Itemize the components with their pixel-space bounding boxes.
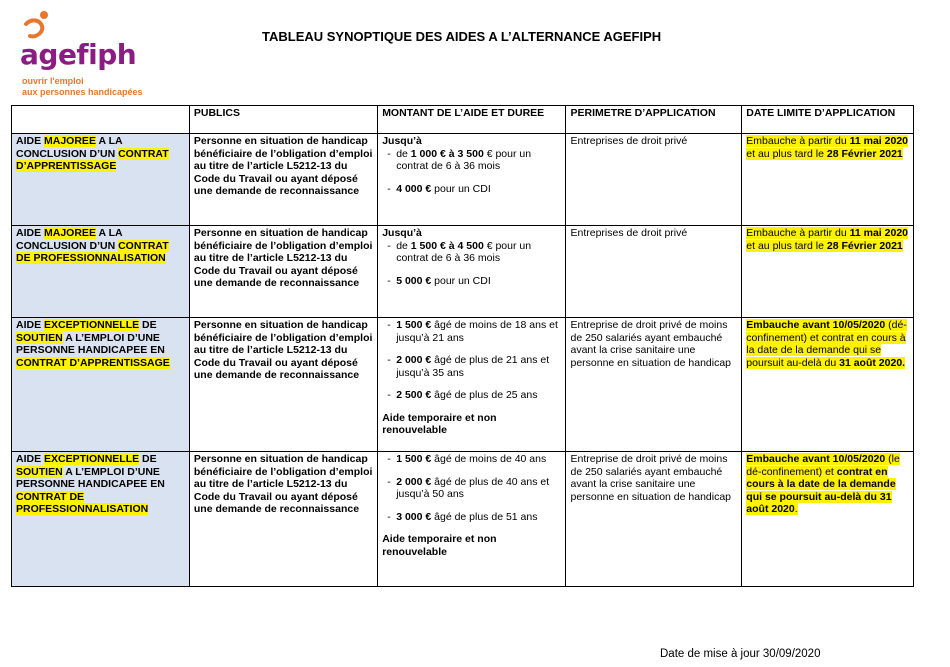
amount-item [396, 354, 561, 379]
deadline-text: et au plus tard le [746, 147, 827, 160]
deadline-highlight: 31 août 2020. [839, 356, 906, 369]
document-title: TABLEAU SYNOPTIQUE DES AIDES A L’ALTERNANCE AGEFIPH [262, 29, 662, 44]
aid-name-cell [12, 134, 190, 226]
amount-list [382, 148, 561, 196]
header-perimetre: PERIMETRE D’APPLICATION [566, 106, 742, 134]
amount-value: 4 000 € [396, 182, 435, 195]
amount-value: 1 500 € à 4 500 [410, 239, 487, 252]
amount-item [396, 476, 561, 501]
amount-value: 1 000 € à 3 500 [410, 147, 487, 160]
table-row [12, 226, 914, 318]
text-run: AIDE [16, 227, 45, 239]
update-date: Date de mise à jour 30/09/2020 [660, 648, 821, 660]
highlighted-text: MAJOREE [44, 135, 96, 147]
amount-detail: âgé de plus de 51 ans [434, 510, 538, 523]
amount-cell [378, 318, 566, 452]
deadline-highlight: contrat en cours à la date de la demande qui se poursuit au-delà du [746, 465, 896, 503]
table-row [12, 134, 914, 226]
logo-wordmark: agefiph [20, 38, 137, 71]
highlighted-text: SOUTIEN [16, 465, 63, 478]
text-run: A L’EMPLOI D’UNE PERSONNE HANDICAPEE EN [16, 331, 165, 356]
scope-cell: Entreprises de droit privé [566, 226, 742, 318]
public-cell: Personne en situation de handicap bénéficiaire de l’obligation d’emploi au titre de l’article L5212-13 du Code du Travail ou ayant déposé une demande de reconnaissance [189, 452, 377, 587]
amount-cell [378, 134, 566, 226]
deadline-text: . [794, 503, 798, 515]
deadline-highlight: 11 mai 2020 [849, 135, 908, 147]
amount-item [396, 275, 561, 288]
amount-item [396, 453, 561, 466]
highlighted-text: MAJOREE [44, 227, 96, 239]
header-montant: MONTANT DE L’AIDE ET DUREE [378, 106, 566, 134]
aid-name-cell [12, 226, 190, 318]
amount-detail: âgé de plus de 40 ans et jusqu’à 50 ans [396, 475, 550, 500]
amount-detail: de [396, 239, 411, 252]
amount-item [396, 240, 561, 265]
text-run: DE [139, 453, 157, 465]
highlighted-text: CONTRAT D’APPRENTISSAGE [16, 147, 169, 172]
amount-detail: € pour un contrat de 6 à 36 mois [396, 147, 532, 172]
text-run: AIDE [16, 135, 45, 147]
amount-detail: âgé de plus de 21 ans et jusqu’à 35 ans [396, 354, 550, 379]
amount-detail: âgé de moins de 40 ans [434, 453, 547, 465]
text-run: A LA CONCLUSION D’UN [16, 227, 123, 252]
scope-cell: Entreprise de droit privé de moins de 250 salariés ayant embauché avant la crise sanitaire une personne en situation de handicap [566, 318, 742, 452]
logo-figure-icon [22, 10, 52, 40]
amount-lead: Jusqu’à [382, 227, 422, 239]
amount-note: Aide temporaire et non renouvelable [382, 533, 497, 558]
header-date-limite: DATE LIMITE D’APPLICATION [742, 106, 914, 134]
deadline-highlight: Embauche avant 10/05/2020 [746, 453, 886, 465]
highlighted-text: EXCEPTIONNELLE [44, 453, 140, 465]
public-cell: Personne en situation de handicap bénéficiaire de l’obligation d’emploi au titre de l’article L5212-13 du Code du Travail ou ayant déposé une demande de reconnaissance [189, 134, 377, 226]
table-row [12, 452, 914, 587]
text-run: DE [139, 319, 157, 331]
amount-value: 5 000 € [396, 274, 435, 287]
deadline-highlight: 28 Février 2021 [826, 147, 903, 160]
amount-list [382, 240, 561, 288]
amount-item [396, 319, 561, 344]
highlighted-text: SOUTIEN [16, 331, 63, 344]
aid-name-cell [12, 318, 190, 452]
text-run: AIDE [16, 453, 45, 465]
table-header-row [12, 106, 914, 134]
amount-value: 3 000 € [396, 510, 435, 523]
amount-value: 1 500 € [396, 319, 435, 331]
amount-item [396, 389, 561, 402]
deadline-highlight: 11 mai 2020 [849, 227, 908, 239]
deadline-highlight: 31 août 2020 [746, 490, 892, 515]
deadline-cell [742, 134, 914, 226]
amount-detail: € pour un contrat de 6 à 36 mois [396, 239, 532, 264]
amount-value: 2 500 € [396, 389, 435, 401]
deadline-cell [742, 318, 914, 452]
public-cell: Personne en situation de handicap bénéficiaire de l’obligation d’emploi au titre de l’article L5212-13 du Code du Travail ou ayant déposé une demande de reconnaissance [189, 226, 377, 318]
table-row [12, 318, 914, 452]
logo-tagline: ouvrir l'emploi aux personnes handicapées [22, 76, 143, 97]
highlighted-text: CONTRAT DE PROFESSIONNALISATION [16, 490, 149, 515]
text-run: A LA CONCLUSION D’UN [16, 135, 123, 160]
deadline-text: et au plus tard le [746, 239, 827, 252]
amount-note: Aide temporaire et non renouvelable [382, 411, 497, 436]
amount-lead: Jusqu’à [382, 135, 422, 147]
amount-item [396, 148, 561, 173]
amount-detail: âgé de plus de 25 ans [434, 389, 538, 401]
amount-detail: de [396, 147, 411, 160]
amount-detail: pour un CDI [434, 182, 491, 195]
highlighted-text: CONTRAT DE PROFESSIONNALISATION [16, 239, 169, 264]
scope-cell: Entreprises de droit privé [566, 134, 742, 226]
amount-cell [378, 226, 566, 318]
deadline-cell [742, 452, 914, 587]
deadline-highlight: Embauche avant 10/05/2020 [746, 319, 886, 331]
aid-name-cell [12, 452, 190, 587]
amount-list [382, 319, 561, 402]
amount-item [396, 511, 561, 524]
amount-detail: pour un CDI [434, 274, 491, 287]
deadline-text: Embauche à partir du [746, 227, 850, 239]
deadline-text: (le dé-confinement) et [746, 453, 900, 478]
deadline-highlight: 28 Février 2021 [826, 239, 903, 252]
header-publics: PUBLICS [189, 106, 377, 134]
amount-detail: âgé de moins de 18 ans et jusqu’à 21 ans [396, 319, 558, 344]
highlighted-text: EXCEPTIONNELLE [44, 319, 140, 331]
highlighted-text: CONTRAT D’APPRENTISSAGE [16, 356, 170, 369]
amount-value: 2 000 € [396, 475, 435, 488]
amount-item [396, 183, 561, 196]
deadline-text: Embauche à partir du [746, 135, 850, 147]
deadline-text: (dé-confinement) et contrat en cours à la date de la demande qui se poursuit au-delà du [746, 319, 907, 369]
amount-value: 1 500 € [396, 453, 435, 465]
public-cell: Personne en situation de handicap bénéficiaire de l’obligation d’emploi au titre de l’article L5212-13 du Code du Travail ou ayant déposé une demande de reconnaissance [189, 318, 377, 452]
text-run: A L’EMPLOI D’UNE PERSONNE HANDICAPEE EN [16, 465, 165, 490]
amount-cell [378, 452, 566, 587]
aids-table [11, 105, 914, 587]
amount-list [382, 453, 561, 523]
text-run: AIDE [16, 319, 45, 331]
scope-cell: Entreprise de droit privé de moins de 250 salariés ayant embauché avant la crise sanitaire une personne en situation de handicap [566, 452, 742, 587]
amount-value: 2 000 € [396, 354, 435, 366]
deadline-cell [742, 226, 914, 318]
header-empty [12, 106, 190, 134]
